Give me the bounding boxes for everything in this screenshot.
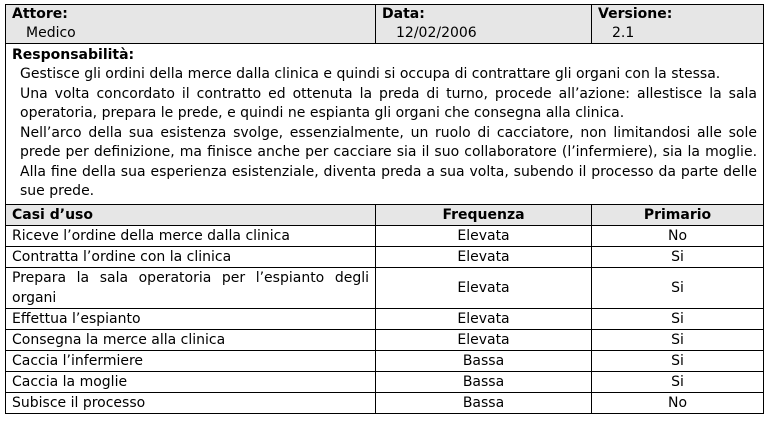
- primary-column-header: Primario: [592, 204, 764, 225]
- responsibility-paragraph: Gestisce gli ordini della merce dalla clinica e quindi si occupa di contrattare gli organi con la stessa.: [20, 66, 721, 82]
- primary-cell: Si: [592, 308, 764, 329]
- responsibility-cell: [6, 44, 764, 205]
- version-cell: [592, 5, 764, 44]
- use-case-cell: Prepara la sala operatoria per l’espianto degli organi: [6, 267, 376, 308]
- frequency-cell: Bassa: [376, 392, 592, 413]
- frequency-cell: Elevata: [376, 246, 592, 267]
- primary-cell: Si: [592, 267, 764, 308]
- use-case-cell: Caccia la moglie: [6, 371, 376, 392]
- table-row: [6, 308, 764, 329]
- table-row: [6, 225, 764, 246]
- table-row: [6, 267, 764, 308]
- use-case-cell: Subisce il processo: [6, 392, 376, 413]
- date-cell: [376, 5, 592, 44]
- version-value: 2.1: [612, 25, 635, 41]
- responsibility-row: [6, 44, 764, 205]
- frequency-cell: Elevata: [376, 308, 592, 329]
- frequency-cell: Elevata: [376, 329, 592, 350]
- header-row: [6, 5, 764, 44]
- use-case-cell: Effettua l’espianto: [6, 308, 376, 329]
- use-case-header-row: [6, 204, 764, 225]
- actor-value: Medico: [26, 25, 76, 41]
- frequency-cell: Elevata: [376, 267, 592, 308]
- use-case-cell: Contratta l’ordine con la clinica: [6, 246, 376, 267]
- frequency-cell: Bassa: [376, 371, 592, 392]
- table-row: [6, 371, 764, 392]
- table-row: [6, 246, 764, 267]
- primary-cell: Si: [592, 246, 764, 267]
- responsibility-title: Responsabilità:: [12, 47, 135, 63]
- primary-cell: No: [592, 225, 764, 246]
- frequency-cell: Bassa: [376, 350, 592, 371]
- use-case-cell: Riceve l’ordine della merce dalla clinica: [6, 225, 376, 246]
- responsibility-paragraph: Una volta concordato il contratto ed ottenuta la preda di turno, procede all’azione: allestisce la sala operatoria, prepara le prede, e quindi ne espianta gli organi che consegna alla clinica.: [20, 85, 758, 121]
- date-value: 12/02/2006: [396, 25, 477, 41]
- actor-table: [5, 4, 764, 414]
- primary-cell: Si: [592, 350, 764, 371]
- table-row: [6, 392, 764, 413]
- table-row: [6, 329, 764, 350]
- version-label: Versione:: [598, 6, 673, 22]
- responsibility-paragraph: Nell’arco della sua esistenza svolge, essenzialmente, un ruolo di cacciatore, non limitandosi alle sole prede per definizione, ma finisce anche per cacciare sia il suo collaboratore (l’infermiere), sia la moglie. Alla fine della sua esperienza esistenziale, diventa preda a sua volta, subendo il processo da parte delle sue prede.: [20, 124, 758, 199]
- use-case-column-header: Casi d’uso: [6, 204, 376, 225]
- table-row: [6, 350, 764, 371]
- date-label: Data:: [382, 6, 425, 22]
- primary-cell: No: [592, 392, 764, 413]
- actor-label: Attore:: [12, 6, 68, 22]
- frequency-column-header: Frequenza: [376, 204, 592, 225]
- use-case-cell: Consegna la merce alla clinica: [6, 329, 376, 350]
- frequency-cell: Elevata: [376, 225, 592, 246]
- actor-cell: [6, 5, 376, 44]
- use-case-cell: Caccia l’infermiere: [6, 350, 376, 371]
- primary-cell: Si: [592, 371, 764, 392]
- primary-cell: Si: [592, 329, 764, 350]
